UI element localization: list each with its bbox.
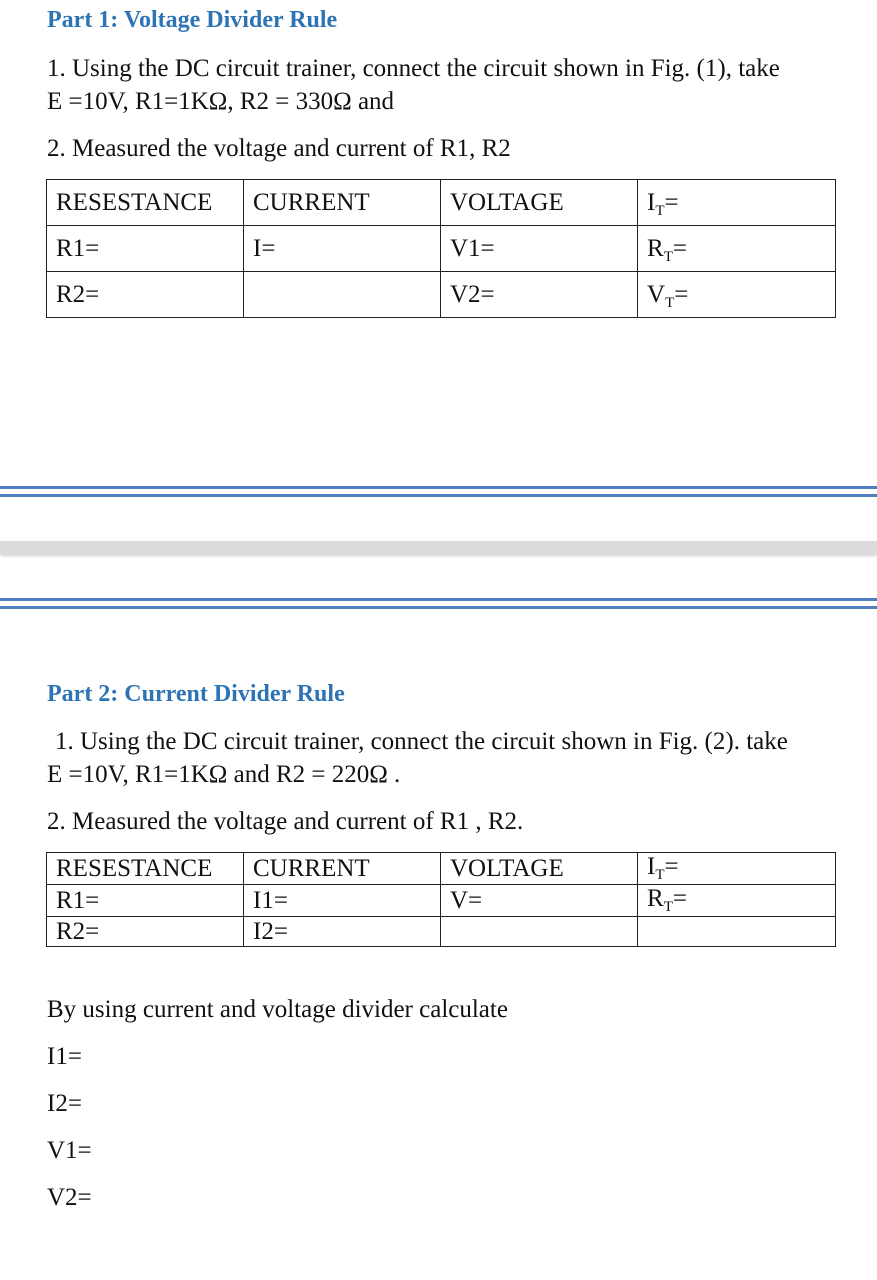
table-cell: R1= (47, 885, 244, 917)
cell-equals: = (674, 280, 689, 308)
table-cell (638, 885, 836, 917)
cell-subscript: T (665, 294, 675, 311)
cell-equals: = (664, 188, 679, 216)
table-cell: R2= (47, 272, 244, 318)
divider-line (0, 486, 877, 489)
cell-text: R (647, 234, 664, 262)
table-row (47, 885, 836, 917)
divider-line (0, 598, 877, 601)
calc-item-i2: I2= (47, 1090, 82, 1117)
part1-step1-line2: E =10V, R1=1KΩ, R2 = 330Ω and (47, 88, 395, 115)
table-row (47, 226, 836, 272)
calc-item-v1: V1= (47, 1137, 92, 1164)
table-cell (638, 272, 836, 318)
table-cell (638, 853, 836, 885)
calc-item-i1: I1= (47, 1043, 82, 1070)
table-row (47, 180, 836, 226)
table-cell: VOLTAGE (441, 180, 638, 226)
table-cell (441, 917, 638, 947)
cell-equals: = (672, 885, 687, 912)
table-cell (638, 226, 836, 272)
part1-heading: Part 1: Voltage Divider Rule (47, 7, 338, 33)
table-row (47, 917, 836, 947)
cell-text: I (647, 188, 656, 216)
table-cell: CURRENT (244, 180, 441, 226)
table-cell: R1= (47, 226, 244, 272)
table-cell: VOLTAGE (441, 853, 638, 885)
part2-measurement-table (46, 852, 836, 947)
part2-heading: Part 2: Current Divider Rule (47, 681, 345, 707)
calc-item-v2: V2= (47, 1184, 92, 1211)
table-cell: I2= (244, 917, 441, 947)
table-cell: V1= (441, 226, 638, 272)
cell-text: R (647, 885, 664, 912)
page-break-bar (0, 541, 877, 554)
table-cell: RESESTANCE (47, 180, 244, 226)
table-cell: V2= (441, 272, 638, 318)
table-cell (638, 180, 836, 226)
divider-line (0, 494, 877, 497)
cell-subscript: T (655, 867, 665, 883)
table-cell (244, 272, 441, 318)
table-cell (638, 917, 836, 947)
table-row (47, 272, 836, 318)
table-cell: I1= (244, 885, 441, 917)
calc-intro: By using current and voltage divider calculate (47, 996, 508, 1023)
table-cell: V= (441, 885, 638, 917)
part1-step2: 2. Measured the voltage and current of R1, R2 (47, 135, 511, 162)
table-cell: RESESTANCE (47, 853, 244, 885)
table-row (47, 853, 836, 885)
table-cell: I= (244, 226, 441, 272)
cell-equals: = (664, 853, 679, 880)
cell-equals: = (672, 234, 687, 262)
table-cell: R2= (47, 917, 244, 947)
part2-step1-line1: 1. Using the DC circuit trainer, connect the circuit shown in Fig. (2). take (55, 728, 788, 755)
divider-line (0, 606, 877, 609)
part1-step1-line1: 1. Using the DC circuit trainer, connect the circuit shown in Fig. (1), take (47, 55, 780, 82)
cell-subscript: T (655, 202, 665, 219)
part2-step2: 2. Measured the voltage and current of R1 , R2. (47, 808, 524, 835)
cell-text: I (647, 853, 656, 880)
table-cell: CURRENT (244, 853, 441, 885)
part1-measurement-table (46, 179, 836, 318)
part2-step1-line2: E =10V, R1=1KΩ and R2 = 220Ω . (47, 761, 401, 788)
cell-subscript: T (663, 899, 673, 915)
cell-subscript: T (663, 248, 673, 265)
cell-text: V (647, 280, 666, 308)
